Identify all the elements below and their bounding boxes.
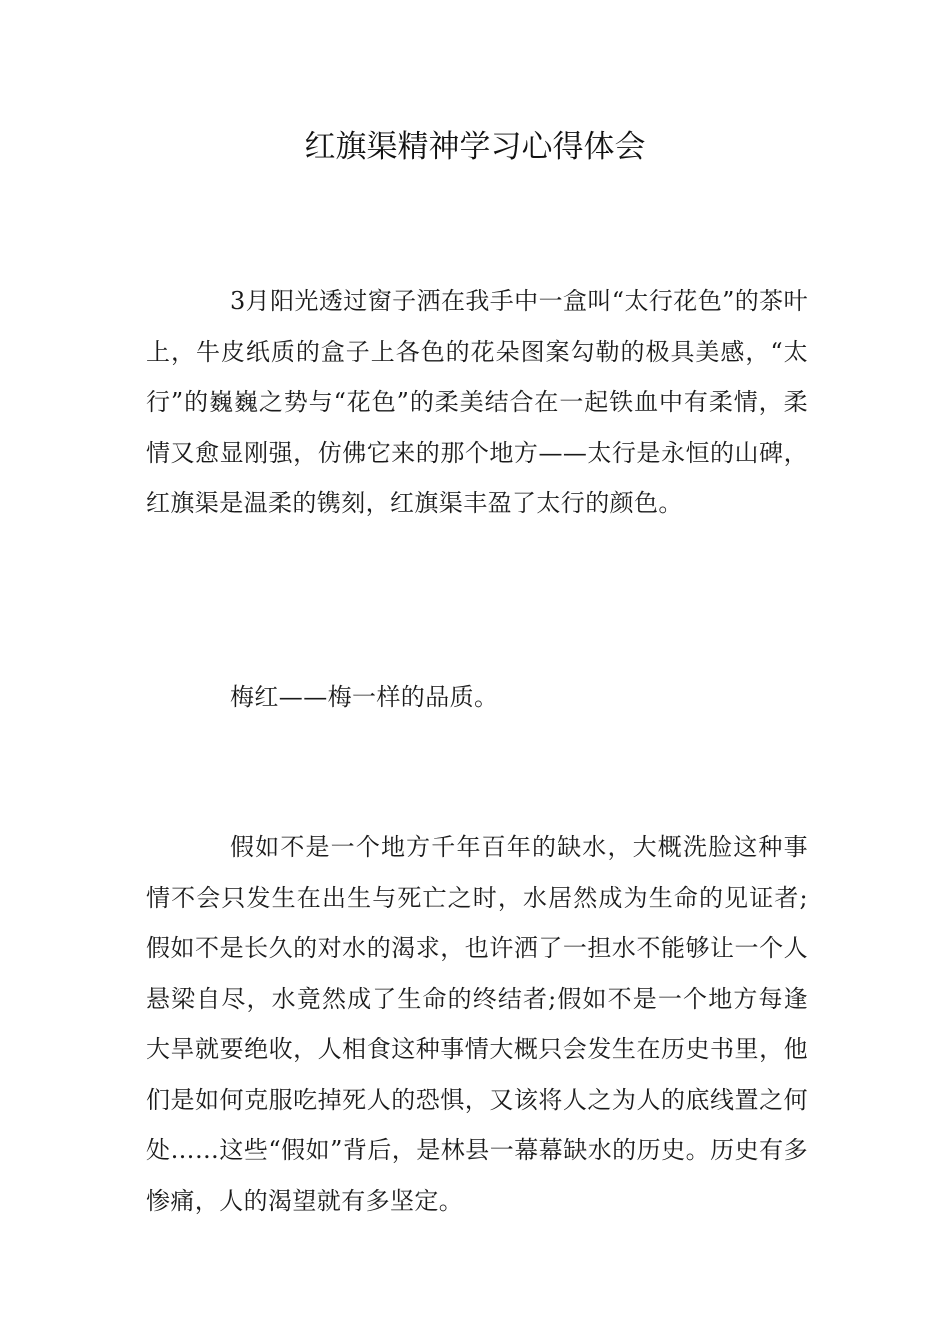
document-title: 红旗渠精神学习心得体会	[304, 129, 646, 165]
paragraph-intro: 3月阳光透过窗子洒在我手中一盒叫“太行花色”的茶叶上，牛皮纸质的盒子上各色的花朵图案勾勒的极具美感，“太行”的巍巍之势与“花色”的柔美结合在一起铁血中有柔情，柔情又愈显刚强，仿佛它来的那个地方——太行是永恒的山碑，红旗渠是温柔的镌刻，红旗渠丰盈了太行的颜色。	[146, 287, 808, 517]
paragraph-water-history: 假如不是一个地方千年百年的缺水，大概洗脸这种事情不会只发生在出生与死亡之时，水居然成为生命的见证者;假如不是长久的对水的渴求，也许洒了一担水不能够让一个人悬梁自尽，水竟然成了生命的终结者;假如不是一个地方每逢大旱就要绝收，人相食这种事情大概只会发生在历史书里，他们是如何克服吃掉死人的恐惧，又该将人之为人的底线置之何处……这些“假如”背后，是林县一幕幕缺水的历史。历史有多惨痛，人的渴望就有多坚定。	[146, 833, 808, 1215]
paragraph-section-heading: 梅红——梅一样的品质。	[230, 683, 499, 711]
